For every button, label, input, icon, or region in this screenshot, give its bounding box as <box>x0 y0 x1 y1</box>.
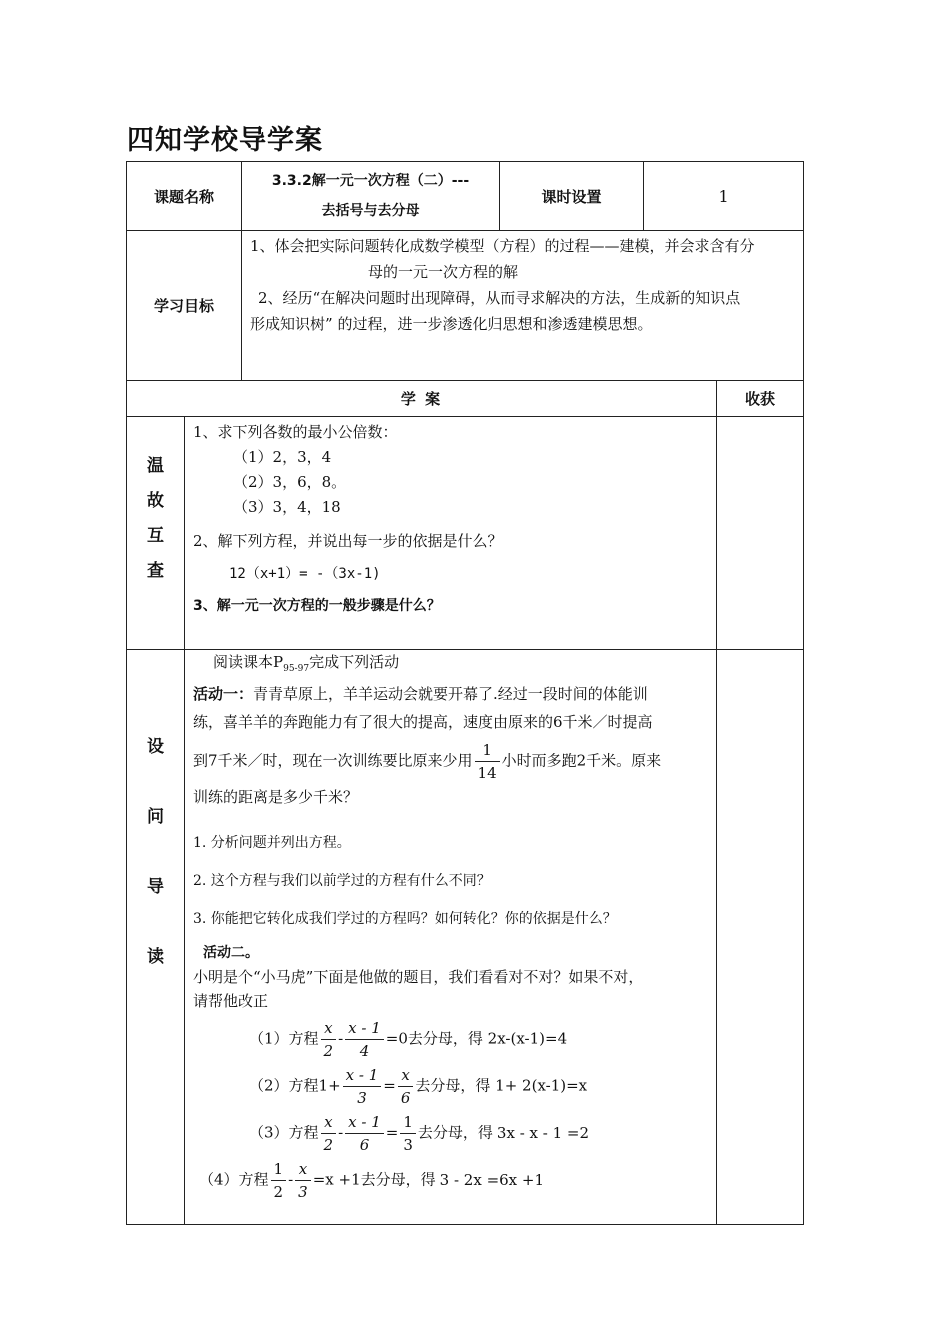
review-q1: 1、求下列各数的最小公倍数： <box>193 423 398 441</box>
e2-f2-num: x <box>398 1064 414 1087</box>
objective-2-line-1: 2、经历“在解决问题时出现障碍，从而寻求解决的方法，生成新的知识点 <box>258 289 741 307</box>
guide-intro-text: 阅读课本 <box>213 653 274 671</box>
e3-f1-num: x <box>321 1111 337 1134</box>
topic-name <box>242 162 500 231</box>
step-2: 2. 这个方程与我们以前学过的方程有什么不同？ <box>193 873 491 889</box>
act1-line-1 <box>193 681 716 707</box>
e4-f2-num: x <box>295 1158 311 1181</box>
e4-f2-den: 3 <box>298 1183 308 1201</box>
e3-f3-den: 3 <box>403 1136 413 1154</box>
review-q2-equation: 12（x+1）= -（3x-1) <box>229 566 381 582</box>
e2-eq: = <box>383 1076 396 1095</box>
e3-f3-num: 1 <box>400 1111 416 1134</box>
e3-frac-3 <box>400 1111 416 1156</box>
exercise-3 <box>193 1111 716 1156</box>
act1-line-2: 练，喜羊羊的奔跑能力有了很大的提高，速度由原来的6千米／时提高 <box>193 713 653 731</box>
act1-line-4: 训练的距离是多少千米？ <box>193 788 359 806</box>
review-char-1: 温 <box>147 456 164 476</box>
e1-frac-1 <box>321 1017 337 1062</box>
e1-tail: 去分母，得 2x-(x-1)=4 <box>407 1029 568 1048</box>
topic-line-1: 3.3.2解一元一次方程（二）--- <box>271 173 470 189</box>
e4-f1-den: 2 <box>273 1183 284 1201</box>
e1-lead: （1）方程 <box>249 1029 319 1048</box>
review-q1-item-1: （1）2，3，4 <box>233 448 332 466</box>
e3-f2-num: x - 1 <box>345 1111 384 1134</box>
guide-char-4: 读 <box>147 947 164 967</box>
topic-label: 课题名称 <box>127 162 242 231</box>
e4-frac-2 <box>295 1158 311 1203</box>
step-1: 1. 分析问题并列出方程。 <box>193 835 351 851</box>
e4-result: 3 - 2x =6x +1 <box>439 1170 545 1189</box>
exercise-1 <box>193 1017 716 1062</box>
review-char-2: 故 <box>147 491 164 511</box>
review-char-4: 查 <box>147 561 164 581</box>
e2-f2-den: 6 <box>400 1089 411 1107</box>
e2-tail: 去分母，得 1+ 2(x-1)=x <box>415 1076 588 1095</box>
objectives-label: 学习目标 <box>127 231 242 381</box>
e3-mid: 去分母，得 <box>417 1123 493 1142</box>
e3-f1-den: 2 <box>323 1136 334 1154</box>
e4-rhs: =x +1 <box>312 1170 361 1189</box>
act2-title: 活动二。 <box>203 945 259 961</box>
e3-op: - <box>338 1123 344 1142</box>
e3-f2-den: 6 <box>359 1136 370 1154</box>
e4-op: - <box>288 1170 294 1189</box>
e2-f1-num: x - 1 <box>343 1064 382 1087</box>
e3-lead: （3）方程 <box>249 1123 319 1142</box>
e2-frac-2 <box>398 1064 414 1109</box>
topic-line-2: 去括号与去分母 <box>321 203 420 219</box>
review-q3: 3、解一元一次方程的一般步骤是什么？ <box>193 598 441 614</box>
e1-op: - <box>338 1029 344 1048</box>
gain-header: 收获 <box>717 381 804 417</box>
act1-fraction <box>475 739 500 784</box>
objective-2-line-2: 形成知识树” 的过程，进一步渗透化归思想和渗透建模思想。 <box>250 315 653 333</box>
act1-frac-num: 1 <box>475 739 500 762</box>
lesson-plan-table <box>126 161 804 1225</box>
e4-mid: 去分母，得 <box>360 1170 436 1189</box>
e2-lead: （2）方程 <box>249 1076 319 1095</box>
guide-content <box>185 650 717 1225</box>
review-q1-item-3: （3）3，4，18 <box>233 498 341 516</box>
guide-intro <box>193 650 716 681</box>
e3-eq: = <box>385 1123 399 1142</box>
act2-line-1: 小明是个“小马虎”下面是他做的题目，我们看看对不对？如果不对， <box>193 968 644 986</box>
review-label <box>127 417 185 650</box>
review-q1-item-2: （2）3，6，8。 <box>233 473 347 491</box>
guide-gain-cell <box>717 650 804 1225</box>
e3-frac-1 <box>321 1111 337 1156</box>
guide-intro-page: P <box>273 653 284 671</box>
review-q2: 2、解下列方程，并说出每一步的依据是什么？ <box>193 532 503 550</box>
e3-result: 3x - x - 1 =2 <box>496 1123 590 1142</box>
e1-eq: =0 <box>385 1029 408 1048</box>
e2-pre: 1+ <box>318 1076 341 1095</box>
guide-label <box>127 650 185 1225</box>
objective-1-line-1: 1、体会把实际问题转化成数学模型（方程）的过程——建模，并会求含有分 <box>250 237 755 255</box>
objectives-content <box>242 231 804 381</box>
review-char-3: 互 <box>147 526 164 546</box>
guide-intro-pages: 95-97 <box>283 664 310 674</box>
guide-char-3: 导 <box>147 877 164 897</box>
act2-line-2: 请帮他改正 <box>193 992 269 1010</box>
e2-frac-1 <box>343 1064 382 1109</box>
exercise-2 <box>193 1064 716 1109</box>
e1-f1-num: x <box>321 1017 337 1040</box>
exercise-4 <box>193 1158 716 1203</box>
e1-frac-2 <box>345 1017 384 1062</box>
step-3: 3. 你能把它转化成我们学过的方程吗？如何转化？你的依据是什么？ <box>193 911 617 927</box>
guide-char-2: 问 <box>147 807 164 827</box>
review-content <box>185 417 717 650</box>
guide-intro-tail: 完成下列活动 <box>309 653 400 671</box>
e1-f2-num: x - 1 <box>345 1017 384 1040</box>
e2-f1-den: 3 <box>357 1089 367 1107</box>
e4-f1-num: 1 <box>271 1158 287 1181</box>
plan-header: 学 案 <box>127 381 717 417</box>
e1-f2-den: 4 <box>359 1042 370 1060</box>
e4-frac-1 <box>271 1158 287 1203</box>
review-gain-cell <box>717 417 804 650</box>
act1-line-3 <box>193 739 716 784</box>
objective-1-line-2: 母的一元一次方程的解 <box>368 263 519 281</box>
guide-char-1: 设 <box>147 737 164 757</box>
act1-frac-den: 14 <box>477 764 497 782</box>
act1-line-3a: 到7千米／时，现在一次训练要比原来少用 <box>193 751 473 770</box>
act1-line-3b: 小时而多跑2千米。原来 <box>501 751 662 770</box>
hours-label: 课时设置 <box>500 162 644 231</box>
e3-frac-2 <box>345 1111 384 1156</box>
e4-lead: （4）方程 <box>199 1170 269 1189</box>
act1-title: 活动一： <box>193 685 254 703</box>
e1-f1-den: 2 <box>323 1042 334 1060</box>
act1-line-1-text: 青青草原上，羊羊运动会就要开幕了.经过一段时间的体能训 <box>253 685 648 703</box>
document-title: 四知学校导学案 <box>127 125 323 156</box>
hours-value: 1 <box>644 162 804 231</box>
